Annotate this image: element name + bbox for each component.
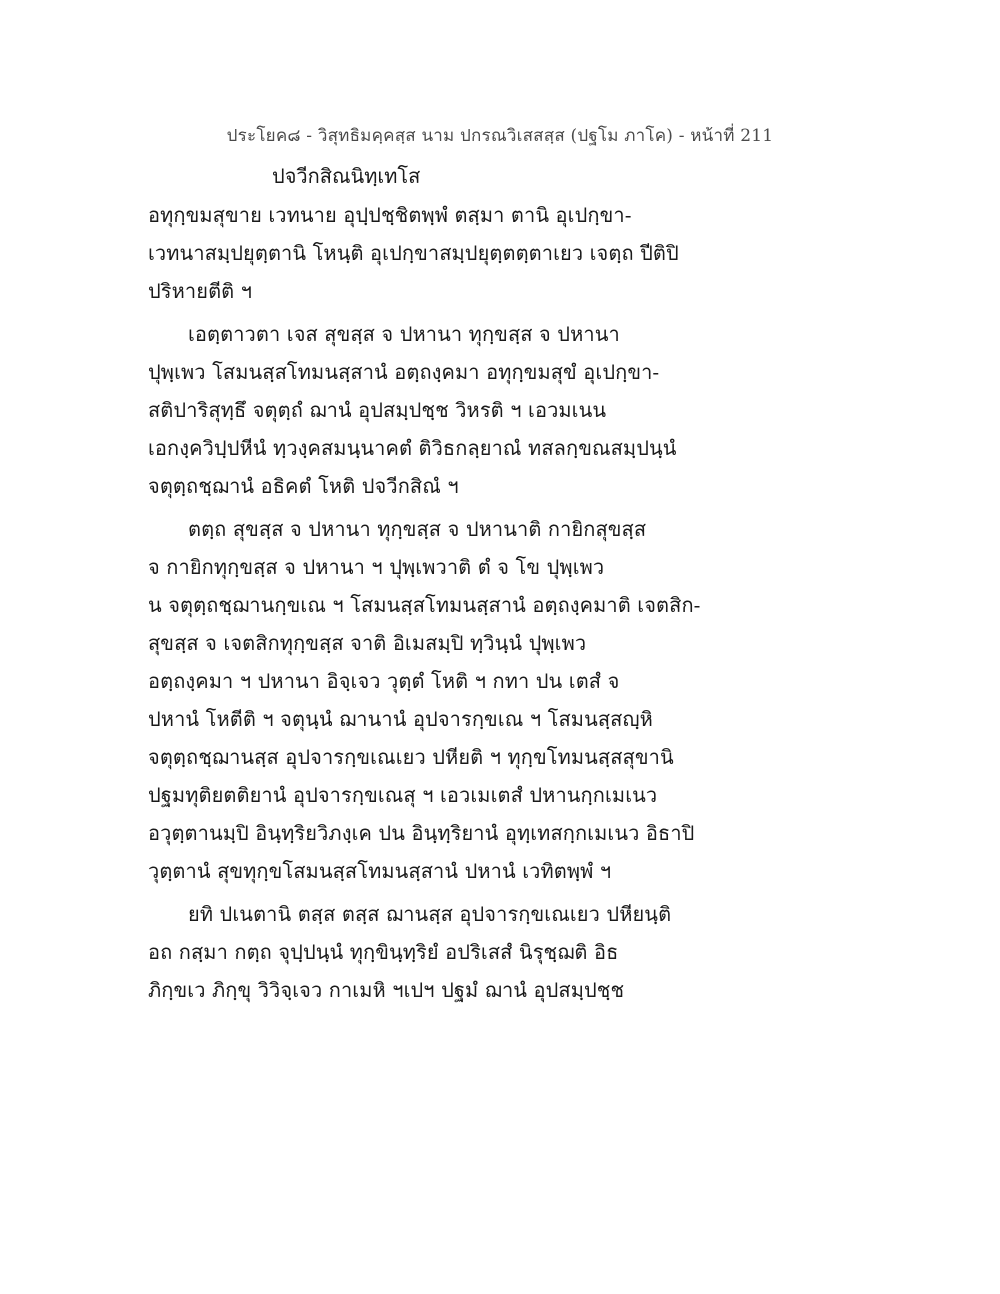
body-line: ปริหายตีติ ฯ xyxy=(148,279,253,303)
body-line: ปุพฺเพว โสมนสฺสโทมนสฺสานํ อตฺถงฺคมา อทุกฺขมสุขํ อุเปกฺขา- xyxy=(148,360,660,384)
body-line: ตตฺถ สุขสฺส จ ปหานา ทุกฺขสฺส จ ปหานาติ กายิกสุขสฺส xyxy=(188,517,647,541)
body-line: วุตฺตานํ สุขทุกฺขโสมนสฺสโทมนสฺสานํ ปหานํ เวทิตพฺพํ ฯ xyxy=(148,859,612,883)
body-line: ยทิ ปเนตานิ ตสฺส ตสฺส ฌานสฺส อุปจารกฺขเณเยว ปหียนฺติ xyxy=(188,902,672,926)
body-line: จตุตฺถชฺฌานํ อธิคตํ โหติ ปจวีกสิณํ ฯ xyxy=(148,474,459,498)
body-line: จ กายิกทุกฺขสฺส จ ปหานา ฯ ปุพฺเพวาติ ตํ จ โข ปุพฺเพว xyxy=(148,555,605,579)
body-line: อทุกฺขมสุขาย เวทนาย อุปฺปชฺชิตพฺพํ ตสฺมา ตานิ อุเปกฺขา- xyxy=(148,203,632,227)
body-line: อถ กสฺมา กตฺถ จุปฺปนฺนํ ทุกฺขินฺทฺริยํ อปริเสสํ นิรุชฺฌติ อิธ xyxy=(148,940,619,964)
running-header: ประโยค๘ - วิสุทธิมคฺคสฺส นาม ปกรณวิเสสสฺส (ปฐโม ภาโค) - หน้าที่ 211 xyxy=(226,126,774,146)
body-line: สติปาริสุทฺธึ จตุตฺถํ ฌานํ อุปสมฺปชฺช วิหรติ ฯ เอวมเนน xyxy=(148,398,607,422)
body-line: จตุตฺถชฺฌานสฺส อุปจารกฺขเณเยว ปหียติ ฯ ทุกฺขโทมนสฺสสุขานิ xyxy=(148,745,674,769)
body-line: เอกงฺควิปฺปหีนํ ทฺวงฺคสมนฺนาคตํ ติวิธกลฺยาณํ ทสลกฺขณสมฺปนฺนํ xyxy=(148,436,677,460)
body-line: เวทนาสมฺปยุตฺตานิ โหนฺติ อุเปกฺขาสมฺปยุตฺตตฺตาเยว เจตฺถ ปีติปิ xyxy=(148,241,679,265)
body-line: ปฐมทุติยตติยานํ อุปจารกฺขเณสุ ฯ เอวเมเตสํ ปหานกฺกเมเนว xyxy=(148,783,658,807)
body-line: น จตุตฺถชฺฌานกฺขเณ ฯ โสมนสฺสโทมนสฺสานํ อตฺถงฺคมาติ เจตสิก- xyxy=(148,593,701,617)
section-title: ปจวีกสิณนิทฺเทโส xyxy=(272,164,421,188)
body-line: สุขสฺส จ เจตสิกทุกฺขสฺส จาติ อิเมสมฺปิ ทฺวินฺนํ ปุพฺเพว xyxy=(148,631,587,655)
body-line: ภิกฺขเว ภิกฺขุ วิวิจฺเจว กาเมหิ ฯเปฯ ปฐมํ ฌานํ อุปสมฺปชฺช xyxy=(148,978,625,1002)
body-line: อวุตฺตานมฺปิ อินฺทฺริยวิภงฺเค ปน อินฺทฺริยานํ อุทฺเทสกฺกเมเนว อิธาปิ xyxy=(148,821,695,845)
body-line: เอตฺตาวตา เจส สุขสฺส จ ปหานา ทุกฺขสฺส จ ปหานา xyxy=(188,322,620,346)
body-line: อตฺถงฺคมา ฯ ปหานา อิจฺเจว วุตฺตํ โหติ ฯ กทา ปน เตสํ จ xyxy=(148,669,620,693)
body-line: ปหานํ โหตีติ ฯ จตุนฺนํ ฌานานํ อุปจารกฺขเณ ฯ โสมนสฺสญฺหิ xyxy=(148,707,653,731)
